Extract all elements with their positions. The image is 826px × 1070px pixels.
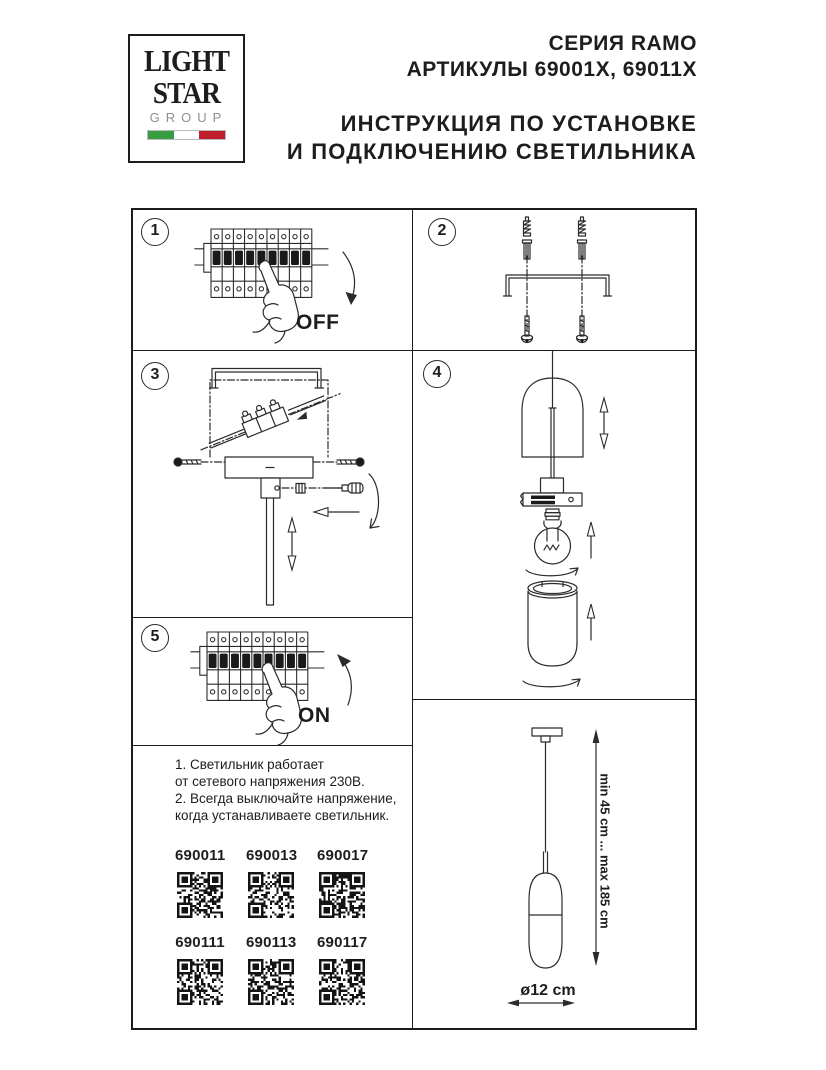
pendant-cord-icon: [544, 742, 548, 873]
move-up-down-arrow-icon: [288, 518, 296, 570]
qr-item: [246, 935, 296, 1007]
qr-item: [175, 935, 225, 1007]
qr-article-number: 690111: [175, 934, 225, 951]
instruction-title-line1: ИНСТРУКЦИЯ ПО УСТАНОВКЕ: [340, 111, 697, 136]
glass-cylinder-shade-icon: [528, 581, 577, 666]
series-title: СЕРИЯ RAMO: [548, 32, 697, 55]
hanging-bracket-icon: [210, 369, 324, 389]
suspension-cord-icon: [549, 351, 556, 478]
step-1-number: 1: [141, 218, 169, 246]
screwdriver-icon: [325, 483, 363, 493]
grub-screw-icon: [296, 484, 305, 494]
step5-breaker-on-diagram: [131, 618, 413, 746]
flag-white-stripe: [174, 131, 200, 139]
suspension-rod-icon: [267, 498, 274, 605]
qr-code: [175, 870, 225, 920]
qr-article-number: 690017: [317, 847, 369, 864]
italy-flag-icon: [147, 130, 226, 140]
qr-code: [175, 957, 225, 1007]
qr-article-number: 690011: [175, 847, 226, 864]
capsule-shade-icon: [529, 873, 562, 968]
lightstar-logo: [128, 34, 245, 163]
qr-code: [246, 870, 296, 920]
ceiling-plate-icon: [532, 728, 562, 742]
rotate-arrow-icon: [526, 568, 578, 576]
note-line: от сетевого напряжения 230В.: [175, 774, 365, 789]
step4-lamp-assembly-diagram: [413, 351, 697, 700]
note-line: когда устанавливаете светильник.: [175, 808, 390, 823]
qr-item: [317, 848, 367, 920]
step-5-number: 5: [141, 624, 169, 652]
diameter-dimension-arrow: [507, 1000, 575, 1007]
step-4-number: 4: [423, 360, 451, 388]
qr-article-number: 690013: [246, 847, 298, 864]
light-bulb-icon: [535, 509, 571, 564]
step1-breaker-off-diagram: [131, 208, 413, 351]
pendant-dimensions-diagram: [413, 700, 697, 1030]
note-line: 2. Всегда выключайте напряжение,: [175, 791, 397, 806]
qr-article-number: 690117: [317, 934, 368, 951]
curved-arrow-down-icon: [346, 292, 358, 305]
height-dimension-label: min 45 cm ... max 185 cm: [597, 773, 613, 929]
step-2-number: 2: [428, 218, 456, 246]
mounting-bracket-icon: [504, 275, 612, 296]
side-screw-right-icon: [313, 458, 364, 466]
qr-code: [317, 870, 367, 920]
instruction-title-line2: И ПОДКЛЮЧЕНИЮ СВЕТИЛЬНИКА: [286, 139, 697, 164]
slide-left-arrow-icon: [314, 508, 359, 517]
instruction-table: [131, 208, 697, 1030]
flag-green-stripe: [148, 131, 174, 139]
title-block: [287, 31, 697, 166]
qr-article-number: 690113: [246, 934, 297, 951]
logo-word-star: STAR: [152, 75, 221, 110]
flag-red-stripe: [199, 131, 225, 139]
step-3-number: 3: [141, 362, 169, 390]
rotate-arrow-icon: [523, 679, 580, 687]
lift-arrow-icon: [587, 604, 594, 640]
article-qr-grid: [175, 848, 367, 1007]
logo-word-light: LIGHT: [143, 43, 230, 78]
on-label: ON: [298, 704, 331, 727]
note-line: 1. Светильник работает: [175, 757, 324, 772]
diameter-dimension-label: ø12 cm: [520, 982, 576, 999]
step3-canopy-installation-diagram: [131, 351, 413, 618]
qr-code: [246, 957, 296, 1007]
qr-item: [246, 848, 296, 920]
qr-item: [317, 935, 367, 1007]
socket-holder-icon: [521, 478, 583, 506]
safety-notes: [175, 756, 407, 824]
logo-word-group: GROUP: [149, 110, 228, 125]
qr-item: [175, 848, 225, 920]
curved-arrow-up-icon: [337, 654, 351, 667]
off-label: OFF: [296, 311, 340, 334]
lift-arrow-icon: [587, 522, 594, 558]
move-up-down-arrow-icon: [600, 398, 608, 448]
rotation-arc-arrow-icon: [369, 474, 379, 528]
articles-title: АРТИКУЛЫ 69001X, 69011X: [406, 58, 697, 81]
qr-code: [317, 957, 367, 1007]
side-screw-left-icon: [174, 458, 225, 466]
step2-mounting-hardware-diagram: [413, 208, 697, 351]
